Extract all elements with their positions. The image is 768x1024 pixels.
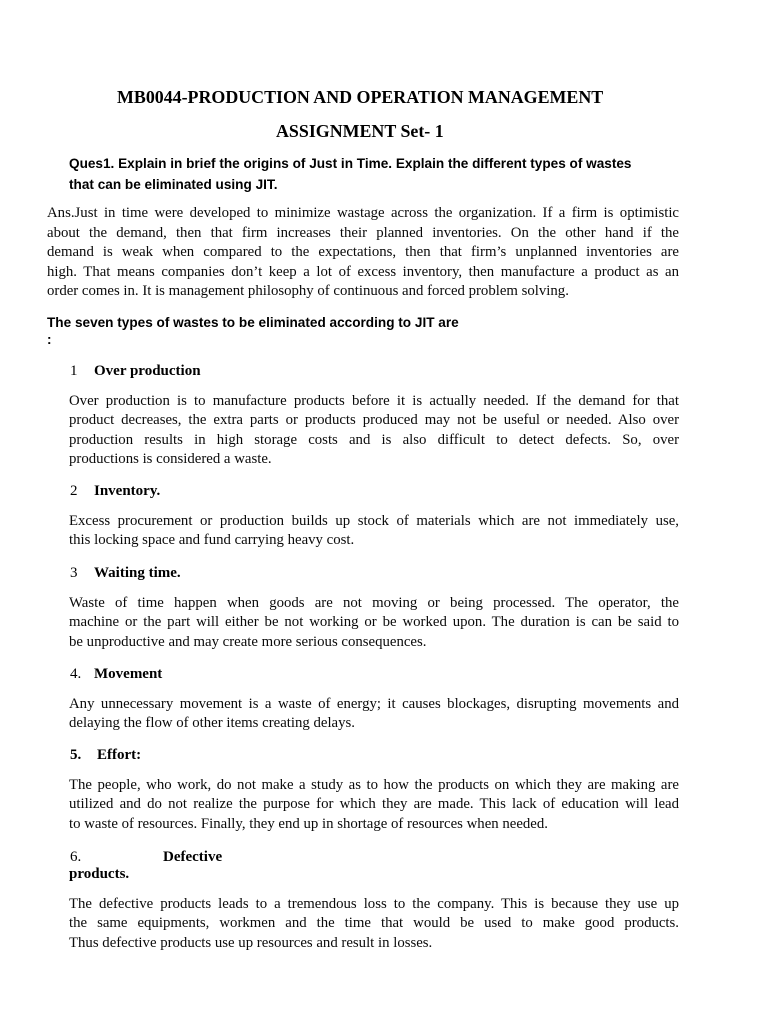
waste-heading: Over production (94, 363, 201, 379)
paragraph-line: be unproductive and may create more serious consequences. (69, 633, 427, 650)
wastes-intro: The seven types of wastes to be eliminated according to JIT are (47, 315, 459, 330)
waste-heading-continued: products. (69, 866, 130, 882)
paragraph-line: utilized and do not realize the purpose for which they are made. This lack of education will lead (69, 796, 679, 813)
paragraph-line: The people, who work, do not make a study as to how the products on which they are making are (69, 777, 679, 793)
waste-number: 5. (70, 747, 82, 763)
document-title: MB0044-PRODUCTION AND OPERATION MANAGEMENT (117, 87, 604, 107)
paragraph-line: this locking space and fund carrying heavy cost. (69, 532, 355, 549)
paragraph-line: productions is considered a waste. (69, 450, 272, 467)
waste-description (69, 392, 679, 469)
waste-number: 1 (70, 363, 78, 379)
question-line: Ques1. Explain in brief the origins of Just in Time. Explain the different types of wastes (69, 156, 632, 171)
question-line: that can be eliminated using JIT. (69, 177, 278, 192)
answer-line: about the demand, then that firm increases their planned inventories. On the other hand if the (47, 224, 679, 241)
waste-number: 6. (70, 849, 82, 865)
waste-number: 3 (70, 565, 78, 581)
paragraph-line: Over production is to manufacture products before it is actually needed. If the demand for that (69, 393, 679, 409)
paragraph-line: The defective products leads to a tremendous loss to the company. This is because they use up (69, 896, 679, 912)
paragraph-line: Waste of time happen when goods are not moving or being processed. The operator, the (69, 595, 679, 611)
paragraph-line: production results in high storage costs and is also difficult to detect defects. So, over (69, 431, 679, 448)
assignment-subtitle: ASSIGNMENT Set- 1 (276, 121, 444, 141)
wastes-intro-colon: : (47, 332, 52, 347)
waste-description (69, 695, 679, 734)
waste-heading: Waiting time. (94, 565, 181, 581)
paragraph-line: the same equipments, workmen and the time that would be used to make good products. (69, 915, 679, 932)
answer-line: order comes in. It is management philosophy of continuous and forced problem solving. (47, 283, 569, 299)
paragraph-line: product decreases, the extra parts or products produced may not be useful or needed. Also over (69, 412, 679, 429)
waste-heading: Movement (94, 666, 163, 682)
answer-line: high. That means companies don’t keep a lot of excess inventory, then manufacture a product as an (47, 263, 679, 280)
paragraph-line: Thus defective products use up resources and result in losses. (69, 934, 433, 951)
paragraph-line: machine or the part will either be not working or be worked upon. The duration is can be said to (69, 614, 679, 631)
waste-description (69, 895, 679, 953)
waste-description (69, 776, 679, 834)
answer-line: Ans.Just in time were developed to minimize wastage across the organization. If a firm is optimistic (47, 205, 679, 221)
waste-description (69, 512, 679, 551)
paragraph-line: Any unnecessary movement is a waste of energy; it causes blockages, disrupting movements and (69, 696, 679, 712)
waste-heading: Inventory. (94, 483, 161, 499)
waste-heading: Defective (163, 849, 223, 865)
waste-description (69, 594, 679, 652)
paragraph-line: delaying the flow of other items creating delays. (69, 715, 355, 732)
answer-paragraph (47, 204, 679, 302)
answer-line: demand is weak when compared to the expectations, then that firm’s unplanned inventories are (47, 244, 679, 260)
paragraph-line: Excess procurement or production builds up stock of materials which are not immediately use, (69, 513, 679, 529)
waste-number: 2 (70, 483, 78, 499)
waste-heading: Effort: (97, 747, 142, 763)
waste-number: 4. (70, 666, 82, 682)
paragraph-line: to waste of resources. Finally, they end up in shortage of resources when needed. (69, 815, 548, 832)
